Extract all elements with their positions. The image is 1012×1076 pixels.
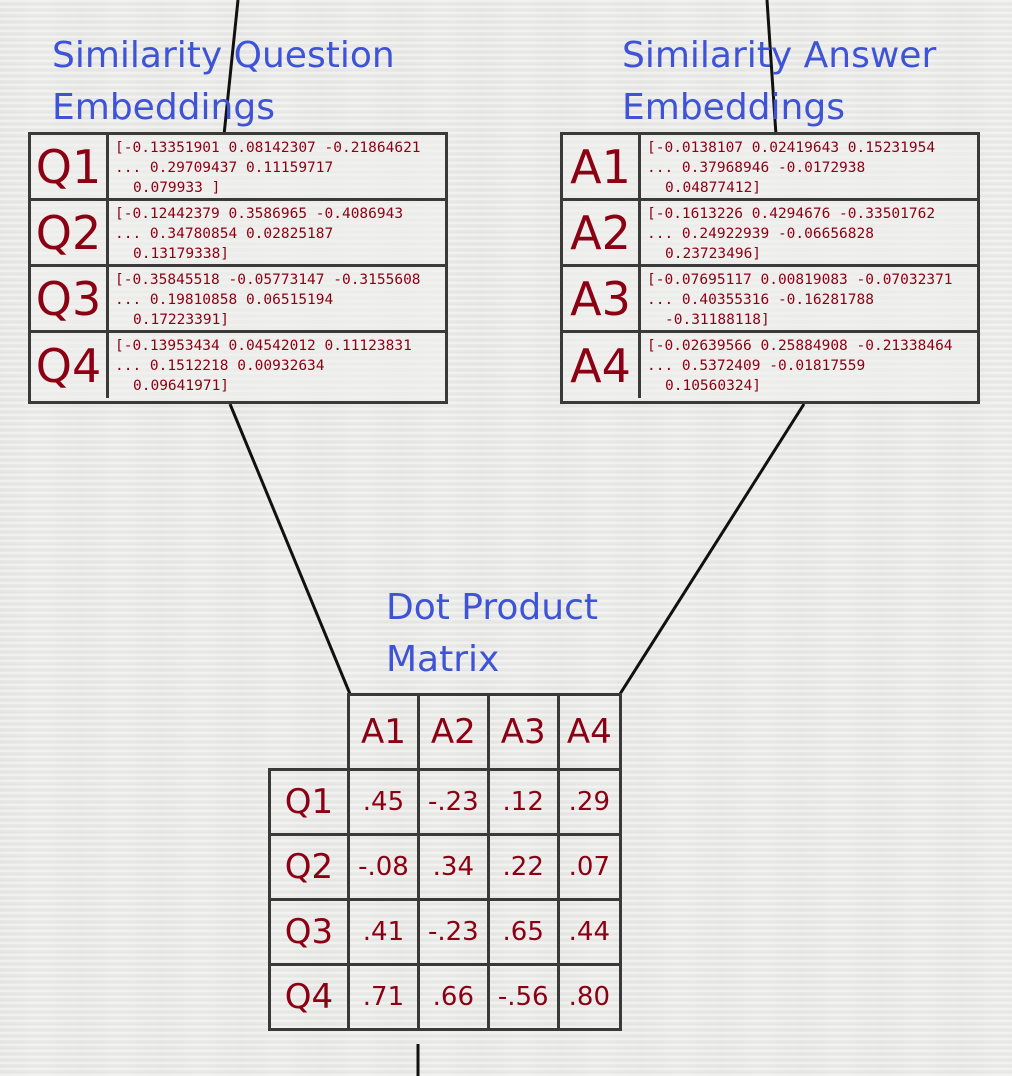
matrix-cell: -.08 bbox=[349, 835, 419, 900]
vector-line: [-0.13953434 0.04542012 0.11123831 bbox=[115, 338, 412, 354]
question-row-q1 bbox=[31, 135, 445, 201]
matrix-cell: .12 bbox=[488, 770, 558, 835]
vector-line: ... 0.1512218 0.00932634 bbox=[115, 358, 325, 374]
vector-line: 0.079933 ] bbox=[133, 180, 221, 196]
matrix-row-q4 bbox=[270, 965, 621, 1030]
answer-embeddings-table bbox=[560, 132, 980, 404]
matrix-cell: .80 bbox=[558, 965, 620, 1030]
matrix-col-label: A1 bbox=[349, 695, 419, 770]
matrix-cell: .07 bbox=[558, 835, 620, 900]
answer-title-line2: Embeddings bbox=[622, 87, 845, 128]
vector-line: [-0.12442379 0.3586965 -0.4086943 bbox=[115, 206, 404, 222]
vector-line: 0.09641971] bbox=[133, 378, 230, 394]
vector-line: [-0.35845518 -0.05773147 -0.3155608 bbox=[115, 272, 421, 288]
matrix-col-label: A4 bbox=[558, 695, 620, 770]
question-label: Q1 bbox=[31, 135, 109, 198]
vector-line: 0.23723496] bbox=[665, 246, 762, 262]
matrix-title-line2: Matrix bbox=[386, 639, 500, 680]
question-to-matrix-connector bbox=[230, 404, 350, 694]
matrix-row-label: Q1 bbox=[270, 770, 349, 835]
vector-line: [-0.07695117 0.00819083 -0.07032371 bbox=[647, 272, 953, 288]
vector-line: 0.10560324] bbox=[665, 378, 762, 394]
matrix-cell: -.23 bbox=[418, 900, 488, 965]
matrix-cell: .45 bbox=[349, 770, 419, 835]
answer-embeddings-title bbox=[622, 30, 936, 134]
vector-line: ... 0.24922939 -0.06656828 bbox=[647, 226, 874, 242]
question-title-line1: Similarity Question bbox=[52, 35, 395, 76]
vector-line: [-0.02639566 0.25884908 -0.21338464 bbox=[647, 338, 953, 354]
answer-vector bbox=[641, 135, 977, 198]
matrix-row-label: Q2 bbox=[270, 835, 349, 900]
matrix-row-label: Q4 bbox=[270, 965, 349, 1030]
question-embeddings-table bbox=[28, 132, 448, 404]
vector-line: [-0.1613226 0.4294676 -0.33501762 bbox=[647, 206, 936, 222]
matrix-cell: .34 bbox=[418, 835, 488, 900]
answer-label: A3 bbox=[563, 267, 641, 330]
question-row-q3 bbox=[31, 267, 445, 333]
vector-line: 0.04877412] bbox=[665, 180, 762, 196]
question-vector bbox=[109, 333, 445, 398]
answer-row-a4 bbox=[563, 333, 977, 398]
matrix-header-row bbox=[270, 695, 621, 770]
vector-line: ... 0.40355316 -0.16281788 bbox=[647, 292, 874, 308]
matrix-col-label: A2 bbox=[418, 695, 488, 770]
matrix-cell: .71 bbox=[349, 965, 419, 1030]
vector-line: ... 0.34780854 0.02825187 bbox=[115, 226, 334, 242]
vector-line: [-0.0138107 0.02419643 0.15231954 bbox=[647, 140, 936, 156]
vector-line: 0.17223391] bbox=[133, 312, 230, 328]
vector-line: -0.31188118] bbox=[665, 312, 770, 328]
answer-vector bbox=[641, 201, 977, 264]
vector-line: ... 0.19810858 0.06515194 bbox=[115, 292, 334, 308]
question-embeddings-title bbox=[52, 30, 395, 134]
question-label: Q2 bbox=[31, 201, 109, 264]
question-row-q2 bbox=[31, 201, 445, 267]
matrix-col-label: A3 bbox=[488, 695, 558, 770]
matrix-row-q1 bbox=[270, 770, 621, 835]
matrix-cell: .41 bbox=[349, 900, 419, 965]
question-label: Q3 bbox=[31, 267, 109, 330]
matrix-cell: .66 bbox=[418, 965, 488, 1030]
answer-label: A1 bbox=[563, 135, 641, 198]
question-vector bbox=[109, 267, 445, 330]
dot-product-matrix bbox=[268, 693, 622, 1031]
vector-line: ... 0.37968946 -0.0172938 bbox=[647, 160, 866, 176]
answer-label: A4 bbox=[563, 333, 641, 398]
matrix-cell: .44 bbox=[558, 900, 620, 965]
answer-label: A2 bbox=[563, 201, 641, 264]
matrix-cell: -.56 bbox=[488, 965, 558, 1030]
answer-to-matrix-connector bbox=[620, 404, 804, 694]
answer-vector bbox=[641, 333, 977, 398]
question-vector bbox=[109, 135, 445, 198]
answer-row-a1 bbox=[563, 135, 977, 201]
vector-line: 0.13179338] bbox=[133, 246, 230, 262]
answer-title-line1: Similarity Answer bbox=[622, 35, 937, 76]
matrix-row-q2 bbox=[270, 835, 621, 900]
question-label: Q4 bbox=[31, 333, 109, 398]
answer-row-a2 bbox=[563, 201, 977, 267]
question-title-line2: Embeddings bbox=[52, 87, 275, 128]
matrix-row-label: Q3 bbox=[270, 900, 349, 965]
question-row-q4 bbox=[31, 333, 445, 398]
matrix-cell: -.23 bbox=[418, 770, 488, 835]
matrix-cell: .22 bbox=[488, 835, 558, 900]
vector-line: ... 0.5372409 -0.01817559 bbox=[647, 358, 866, 374]
vector-line: [-0.13351901 0.08142307 -0.21864621 bbox=[115, 140, 421, 156]
matrix-row-q3 bbox=[270, 900, 621, 965]
answer-row-a3 bbox=[563, 267, 977, 333]
matrix-corner bbox=[270, 695, 349, 770]
matrix-cell: .65 bbox=[488, 900, 558, 965]
answer-vector bbox=[641, 267, 977, 330]
vector-line: ... 0.29709437 0.11159717 bbox=[115, 160, 334, 176]
question-vector bbox=[109, 201, 445, 264]
matrix-cell: .29 bbox=[558, 770, 620, 835]
matrix-title-line1: Dot Product bbox=[386, 587, 598, 628]
dot-product-title bbox=[386, 582, 598, 686]
